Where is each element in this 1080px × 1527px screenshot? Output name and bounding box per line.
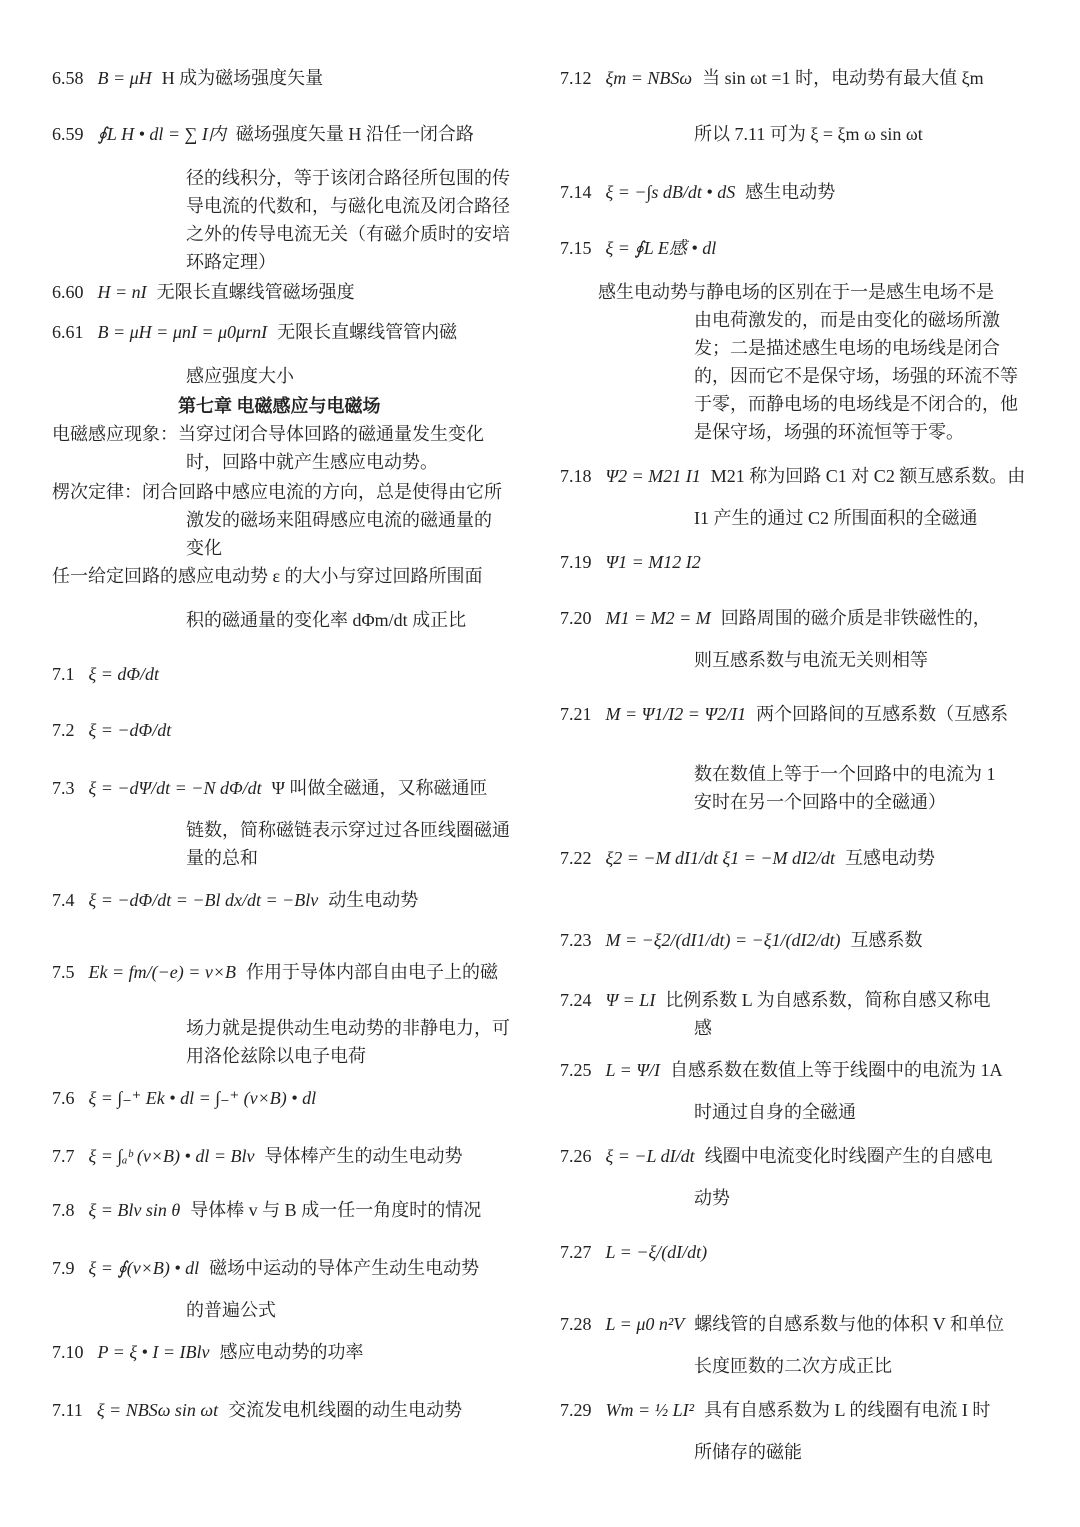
formula-7-9: 7.9 ξ = ∮(v×B) • dl 磁场中运动的导体产生动生电动势 [52,1258,480,1278]
formula-7-4: 7.4 ξ = −dΦ/dt = −Bl dx/dt = −Blv 动生电动势 [52,890,419,910]
formula-7-28-desc: 长度匝数的二次方成正比 [694,1356,892,1376]
formula-7-20: 7.20 M1 = M2 = M 回路周围的磁介质是非铁磁性的， [560,608,991,628]
formula-7-1: 7.1 ξ = dΦ/dt [52,664,160,684]
formula-7-7: 7.7 ξ = ∫ₐᵇ (v×B) • dl = Blv 导体棒产生的动生电动势 [52,1146,463,1166]
faraday-law-text: 任一给定回路的感应电动势 ε 的大小与穿过回路所围面 积的磁通量的变化率 dΦm/dt 成正比 [52,566,483,630]
formula-6-61-desc: 感应强度大小 [186,366,294,386]
formula-7-9-desc: 的普遍公式 [186,1300,276,1320]
formula-7-24-desc: 感 [694,1018,712,1038]
formula-6-60: 6.60 H = nI 无限长直螺线管磁场强度 [52,282,355,302]
lenz-law: 楞次定律：闭合回路中感应电流的方向，总是使得由它所 激发的磁场来阻碍感应电流的磁通量的 变化 [52,482,502,558]
formula-7-12-desc: 所以 7.11 可为 ξ = ξm ω sin ωt [694,124,923,144]
formula-7-26: 7.26 ξ = −L dI/dt 线圈中电流变化时线圈产生的自感电 [560,1146,993,1166]
formula-7-18: 7.18 Ψ2 = M21 I1 M21 称为回路 C1 对 C2 额互感系数。由 [560,466,1026,486]
formula-7-25: 7.25 L = Ψ/I 自感系数在数值上等于线圈中的电流为 1A [560,1060,1003,1080]
formula-7-29-desc: 所储存的磁能 [694,1442,802,1462]
formula-7-28: 7.28 L = μ0 n²V 螺线管的自感系数与他的体积 V 和单位 [560,1314,1004,1334]
formula-7-11: 7.11 ξ = NBSω sin ωt 交流发电机线圈的动生电动势 [52,1400,463,1420]
formula-6-61: 6.61 B = μH = μnI = μ0μrnI 无限长直螺线管管内磁 [52,322,458,342]
formula-7-12: 7.12 ξm = NBSω 当 sin ωt =1 时，电动势有最大值 ξm [560,68,984,88]
formula-7-14: 7.14 ξ = −∫s dB/dt • dS 感生电动势 [560,182,836,202]
chapter-title: 第七章 电磁感应与电磁场 [178,396,381,416]
formula-7-18-desc: I1 产生的通过 C2 所围面积的全磁通 [694,508,978,528]
formula-7-25-desc: 时通过自身的全磁通 [694,1102,856,1122]
formula-7-29: 7.29 Wm = ½ LI² 具有自感系数为 L 的线圈有电流 I 时 [560,1400,991,1420]
formula-7-3-desc: 链数，简称磁链表示穿过过各匝线圈磁通 量的总和 [186,820,510,868]
induced-vs-electrostatic: 感生电动势与静电场的区别在于一是感生电场不是 由电荷激发的，而是由变化的磁场所激 发；二是描述感生电场的电场线是闭合 的，因而它不是保守场，场强的环流不等 于零，而静电场的电场线是不闭合的，他 是保守场，场强的环流恒等于零。 [598,282,1018,442]
formula-7-2: 7.2 ξ = −dΦ/dt [52,720,172,740]
formula-7-8: 7.8 ξ = Blv sin θ 导体棒 v 与 B 成一任一角度时的情况 [52,1200,482,1220]
formula-6-59: 6.59 ∮L H • dl = ∑ I内 磁场强度矢量 H 沿任一闭合路 [52,124,474,144]
formula-7-22: 7.22 ξ2 = −M dI1/dt ξ1 = −M dI2/dt 互感电动势 [560,848,935,868]
induction-phenomenon: 电磁感应现象：当穿过闭合导体回路的磁通量发生变化 时，回路中就产生感应电动势。 [52,424,484,472]
formula-7-19: 7.19 Ψ1 = M12 I2 [560,552,701,572]
formula-7-21: 7.21 M = Ψ1/I2 = Ψ2/I1 两个回路间的互感系数（互感系 [560,704,1009,724]
formula-7-20-desc: 则互感系数与电流无关则相等 [694,650,928,670]
formula-7-26-desc: 动势 [694,1188,730,1208]
formula-7-6: 7.6 ξ = ∫₋⁺ Ek • dl = ∫₋⁺ (v×B) • dl [52,1088,317,1108]
formula-6-59-desc: 径的线积分，等于该闭合路径所包围的传 导电流的代数和，与磁化电流及闭合路径 之外的传导电流无关（有磁介质时的安培 环路定理） [186,168,510,272]
formula-7-23: 7.23 M = −ξ2/(dI1/dt) = −ξ1/(dI2/dt) 互感系数 [560,930,923,950]
formula-7-5-desc: 场力就是提供动生电动势的非静电力，可 用洛伦兹除以电子电荷 [186,1018,510,1066]
formula-7-5: 7.5 Ek = fm/(−e) = v×B 作用于导体内部自由电子上的磁 [52,962,499,982]
formula-7-10: 7.10 P = ξ • I = IBlv 感应电动势的功率 [52,1342,364,1362]
formula-7-24: 7.24 Ψ = LI 比例系数 L 为自感系数，简称自感又称电 [560,990,991,1010]
formula-7-27: 7.27 L = −ξ/(dI/dt) [560,1242,708,1262]
formula-7-21-desc: 数在数值上等于一个回路中的电流为 1 安时在另一个回路中的全磁通） [694,764,996,812]
formula-7-3: 7.3 ξ = −dΨ/dt = −N dΦ/dt Ψ 叫做全磁通，又称磁通匝 [52,778,488,798]
formula-7-15: 7.15 ξ = ∮L E感 • dl [560,238,717,258]
formula-6-58: 6.58 B = μH H 成为磁场强度矢量 [52,68,324,88]
